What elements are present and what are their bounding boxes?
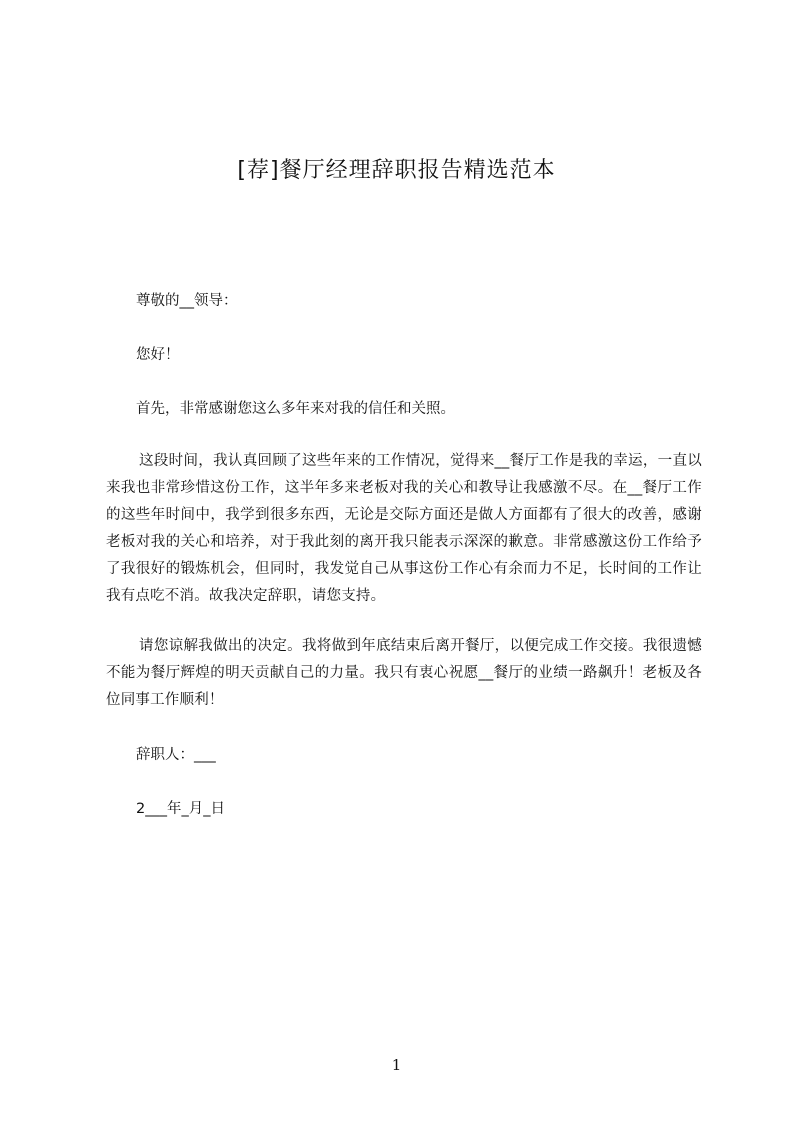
date-line: 2___年_月_日 <box>136 801 225 817</box>
opening-paragraph: 首先，非常感谢您这么多年来对我的信任和关照。 <box>136 401 455 417</box>
greeting: 您好！ <box>136 347 180 363</box>
document-title: [荐]餐厅经理辞职报告精选范本 <box>237 157 556 183</box>
body-paragraph-closing: 请您谅解我做出的决定。我将做到年底结束后离开餐厅，以便完成工作交接。我很遗憾不能为餐厅辉煌的明天贡献自己的力量。我只有衷心祝愿__餐厅的业绩一路飙升！老板及各位同事工作顺利！ <box>106 638 702 708</box>
page-number: 1 <box>391 1056 402 1074</box>
signature-line: 辞职人：___ <box>136 747 216 763</box>
body-paragraph-reflection: 这段时间，我认真回顾了这些年来的工作情况，觉得来__餐厅工作是我的幸运，一直以来我也非常珍惜这份工作，这半年多来老板对我的关心和教导让我感激不尽。在__餐厅工作的这些年时间中，我学到很多东西，无论是交际方面还是做人方面都有了很大的改善，感谢老板对我的关心和培养，对于我此刻的离开我只能表示深深的歉意。非常感激这份工作给予了我很好的锻炼机会，但同时，我发觉自己从事这份工作心有余而力不足，长时间的工作让我有点吃不消。故我决定辞职，请您支持。 <box>106 453 702 604</box>
salutation: 尊敬的__领导： <box>136 293 238 309</box>
